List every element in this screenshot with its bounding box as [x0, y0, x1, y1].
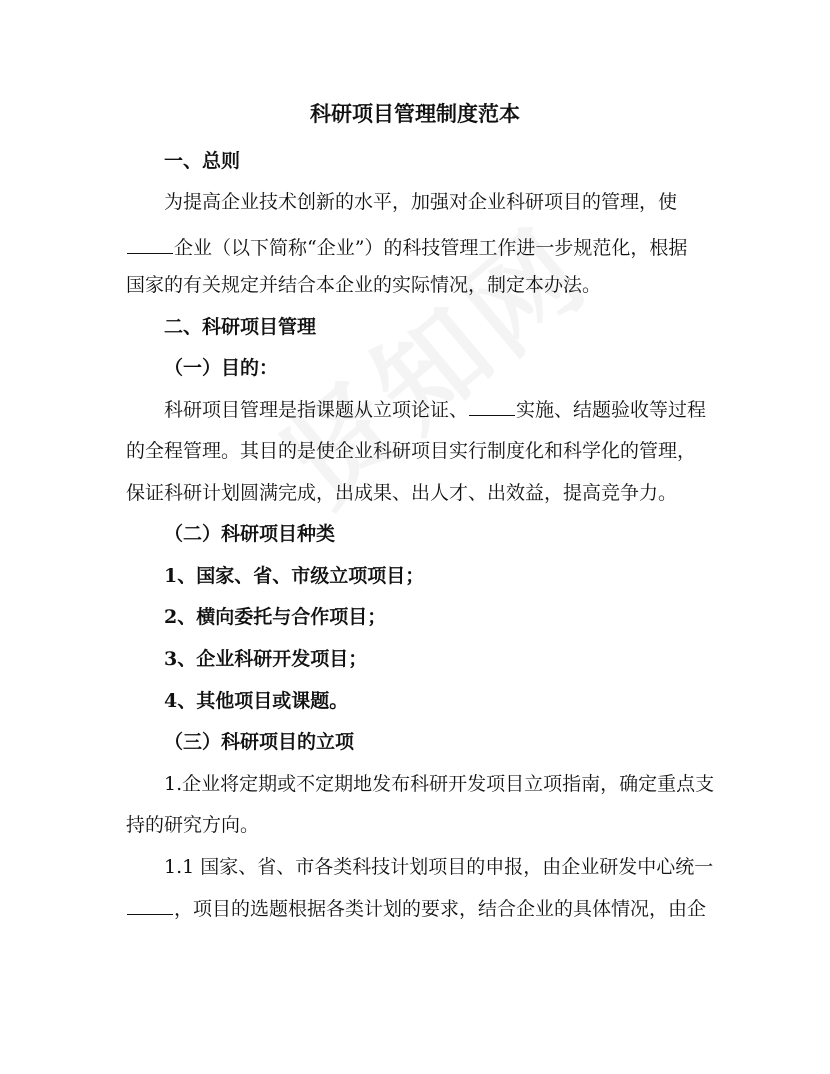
paragraph-line: 持的研究方向。: [126, 814, 260, 836]
section-heading-project-management: 二、科研项目管理: [164, 316, 317, 338]
paragraph-line: 企业（以下简称“企业”）的科技管理工作进一步规范化，根据: [126, 235, 687, 261]
paragraph-line: 国家的有关规定并结合本企业的实际情况，制定本办法。: [126, 274, 602, 296]
list-item: 3、企业科研开发项目；: [164, 648, 368, 670]
paragraph-line: 保证科研计划圆满完成，出成果、出人才、出效益，提高竞争力。: [126, 482, 678, 504]
paragraph-line: 为提高企业技术创新的水平，加强对企业科研项目的管理，使: [164, 191, 678, 213]
list-item: 1、国家、省、市级立项项目；: [164, 565, 425, 587]
subsection-heading-purpose: （一）目的：: [164, 357, 279, 379]
fill-blank: [127, 252, 173, 254]
list-item: 2、横向委托与合作项目；: [164, 606, 387, 628]
paragraph-line: 1.1 国家、省、市各类科技计划项目的申报，由企业研发中心统一: [164, 856, 714, 878]
subsection-heading-types: （二）科研项目种类: [164, 523, 336, 545]
paragraph-line: 1.企业将定期或不定期地发布科研开发项目立项指南，确定重点支: [164, 773, 715, 795]
fill-blank: [127, 913, 173, 915]
paragraph-line: ，项目的选题根据各类计划的要求，结合企业的具体情况，由企: [126, 896, 706, 922]
list-item: 4、其他项目或课题。: [164, 690, 349, 712]
fill-blank: [469, 414, 515, 416]
page-title: 科研项目管理制度范本: [310, 101, 520, 126]
paragraph-line: 科研项目管理是指课题从立项论证、 实施、结题验收等过程: [164, 399, 707, 421]
section-heading-general: 一、总则: [164, 150, 241, 172]
subsection-heading-approval: （三）科研项目的立项: [164, 731, 355, 753]
paragraph-line: 的全程管理。其目的是使企业科研项目实行制度化和科学化的管理，: [126, 440, 697, 462]
